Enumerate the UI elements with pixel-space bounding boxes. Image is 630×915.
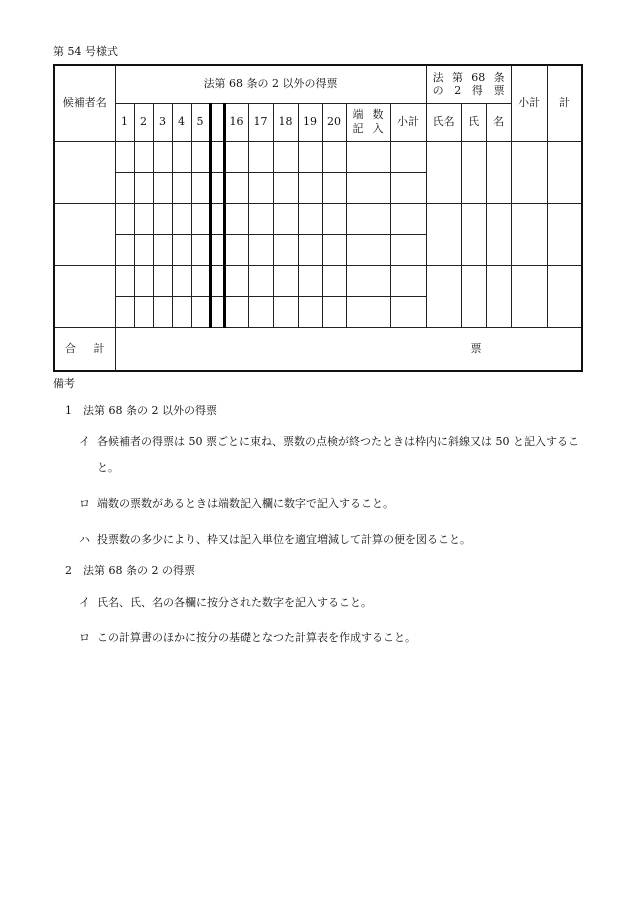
count-col-19: 19 <box>298 103 322 141</box>
tally-cell[interactable] <box>224 296 248 327</box>
tally-cell[interactable] <box>322 296 346 327</box>
candidate-subrow <box>54 265 582 296</box>
tally-cell[interactable] <box>248 172 273 203</box>
count-col-2: 2 <box>134 103 153 141</box>
total-header: 計 <box>547 65 582 141</box>
allocation-cell[interactable] <box>461 265 486 327</box>
candidate-subrow <box>54 141 582 172</box>
tally-cell[interactable] <box>346 234 390 265</box>
tally-cell[interactable] <box>153 265 172 296</box>
tally-cell[interactable] <box>322 141 346 172</box>
count-col-5: 5 <box>191 103 210 141</box>
tally-cell[interactable] <box>273 296 298 327</box>
tally-cell[interactable] <box>191 265 210 296</box>
omission-separator <box>210 141 224 172</box>
tally-cell[interactable] <box>248 234 273 265</box>
tally-cell[interactable] <box>191 234 210 265</box>
allocation-cell[interactable] <box>486 141 511 203</box>
candidate-name-cell[interactable] <box>54 203 115 265</box>
allocation-cell[interactable] <box>461 141 486 203</box>
note-item: ロ この計算書のほかに按分の基礎となつた計算表を作成すること。 <box>79 631 416 645</box>
allocation-cell[interactable] <box>426 265 461 327</box>
tally-cell[interactable] <box>322 265 346 296</box>
omission-separator <box>210 172 224 203</box>
notes-section-2: 2 法第 68 条の 2 の得票 <box>65 564 195 578</box>
68-2-votes-header: 法 第 68 条 の 2 得 票 <box>426 65 511 103</box>
tally-cell[interactable] <box>248 141 273 172</box>
omission-separator <box>210 103 224 141</box>
tally-cell[interactable] <box>273 172 298 203</box>
allocation-cell[interactable] <box>461 203 486 265</box>
notes-heading: 備考 <box>53 377 75 390</box>
tally-cell[interactable] <box>115 265 134 296</box>
tally-cell[interactable] <box>115 234 134 265</box>
note-item: イ 各候補者の得票は 50 票ごとに束ね、票数の点検が終つたときは枠内に斜線又は 50 と記入すること。 <box>79 435 579 474</box>
allocation-cell[interactable] <box>486 203 511 265</box>
allocation-cell[interactable] <box>547 141 582 203</box>
grand-total-label: 合 計 <box>54 327 115 371</box>
tally-cell[interactable] <box>134 172 153 203</box>
allocation-cell[interactable] <box>511 265 547 327</box>
count-col-20: 20 <box>322 103 346 141</box>
tally-cell[interactable] <box>115 172 134 203</box>
tally-cell[interactable] <box>298 203 322 234</box>
tally-cell[interactable] <box>191 172 210 203</box>
tally-cell[interactable] <box>346 203 390 234</box>
allocation-cell[interactable] <box>486 265 511 327</box>
candidate-subrow <box>54 203 582 234</box>
note-item: ロ 端数の票数があるときは端数記入欄に数字で記入すること。 <box>79 496 394 510</box>
candidate-name-cell[interactable] <box>54 141 115 203</box>
count-col-18: 18 <box>273 103 298 141</box>
count-col-1: 1 <box>115 103 134 141</box>
tally-cell[interactable] <box>273 141 298 172</box>
tally-cell[interactable] <box>224 234 248 265</box>
tally-cell[interactable] <box>298 296 322 327</box>
count-col-16: 16 <box>224 103 248 141</box>
tally-cell[interactable] <box>346 265 390 296</box>
tally-cell[interactable] <box>134 203 153 234</box>
tally-cell[interactable] <box>248 296 273 327</box>
tally-cell[interactable] <box>298 172 322 203</box>
tally-cell[interactable] <box>248 203 273 234</box>
surname-header: 氏 <box>461 103 486 141</box>
tally-cell[interactable] <box>172 234 191 265</box>
tally-cell[interactable] <box>298 141 322 172</box>
tally-cell[interactable] <box>115 203 134 234</box>
tally-cell[interactable] <box>115 141 134 172</box>
subtotal-right-header: 小計 <box>511 65 547 141</box>
tally-cell[interactable] <box>273 203 298 234</box>
tally-cell[interactable] <box>172 265 191 296</box>
non-68-2-votes-header: 法第 68 条の 2 以外の得票 <box>115 65 426 103</box>
allocation-cell[interactable] <box>426 141 461 203</box>
allocation-cell[interactable] <box>511 203 547 265</box>
count-col-17: 17 <box>248 103 273 141</box>
tally-cell[interactable] <box>224 265 248 296</box>
allocation-cell[interactable] <box>426 203 461 265</box>
tally-cell[interactable] <box>115 296 134 327</box>
tally-cell[interactable] <box>153 172 172 203</box>
tally-cell[interactable] <box>390 141 426 172</box>
tally-cell[interactable] <box>191 296 210 327</box>
vote-count-table <box>53 64 583 372</box>
tally-cell[interactable] <box>153 203 172 234</box>
note-item: イ 氏名、氏、名の各欄に按分された数字を記入すること。 <box>79 595 372 609</box>
tally-cell[interactable] <box>153 234 172 265</box>
tally-cell[interactable] <box>273 265 298 296</box>
tally-cell[interactable] <box>224 172 248 203</box>
count-col-3: 3 <box>153 103 172 141</box>
omission-separator <box>210 265 224 296</box>
candidate-header: 候補者名 <box>54 65 115 141</box>
given-name-header: 名 <box>486 103 511 141</box>
count-col-4: 4 <box>172 103 191 141</box>
allocation-cell[interactable] <box>547 265 582 327</box>
allocation-cell[interactable] <box>511 141 547 203</box>
tally-cell[interactable] <box>134 296 153 327</box>
subtotal-header: 小計 <box>390 103 426 141</box>
tally-cell[interactable] <box>346 172 390 203</box>
tally-cell[interactable] <box>390 234 426 265</box>
note-item: ハ 投票数の多少により、枠又は記入単位を適宜増減して計算の便を図ること。 <box>79 532 471 546</box>
tally-cell[interactable] <box>172 141 191 172</box>
tally-cell[interactable] <box>298 265 322 296</box>
tally-cell[interactable] <box>153 141 172 172</box>
tally-cell[interactable] <box>224 203 248 234</box>
tally-cell[interactable] <box>298 234 322 265</box>
total-unit: 票 <box>470 341 482 355</box>
omission-separator <box>210 234 224 265</box>
tally-cell[interactable] <box>153 296 172 327</box>
tally-cell[interactable] <box>273 234 298 265</box>
tally-cell[interactable] <box>390 203 426 234</box>
notes <box>53 375 593 661</box>
tally-cell[interactable] <box>172 296 191 327</box>
tally-cell[interactable] <box>134 141 153 172</box>
tally-cell[interactable] <box>191 141 210 172</box>
form-number: 第 54 号様式 <box>53 45 118 58</box>
tally-cell[interactable] <box>322 203 346 234</box>
tally-cell[interactable] <box>248 265 273 296</box>
allocation-cell[interactable] <box>547 203 582 265</box>
tally-cell[interactable] <box>390 296 426 327</box>
candidate-name-cell[interactable] <box>54 265 115 327</box>
tally-cell[interactable] <box>191 203 210 234</box>
omission-separator <box>210 296 224 327</box>
fullname-header: 氏名 <box>426 103 461 141</box>
tally-cell[interactable] <box>134 265 153 296</box>
omission-separator <box>210 203 224 234</box>
tally-cell[interactable] <box>134 234 153 265</box>
fraction-entry-header: 端 数 記 入 <box>346 103 390 141</box>
tally-cell[interactable] <box>322 172 346 203</box>
tally-cell[interactable] <box>390 172 426 203</box>
tally-cell[interactable] <box>390 265 426 296</box>
tally-cell[interactable] <box>322 234 346 265</box>
tally-cell[interactable] <box>346 141 390 172</box>
grand-total-cell <box>115 327 582 371</box>
tally-cell[interactable] <box>224 141 248 172</box>
tally-cell[interactable] <box>172 203 191 234</box>
tally-cell[interactable] <box>172 172 191 203</box>
tally-cell[interactable] <box>346 296 390 327</box>
notes-section-1: 1 法第 68 条の 2 以外の得票 <box>65 404 217 418</box>
